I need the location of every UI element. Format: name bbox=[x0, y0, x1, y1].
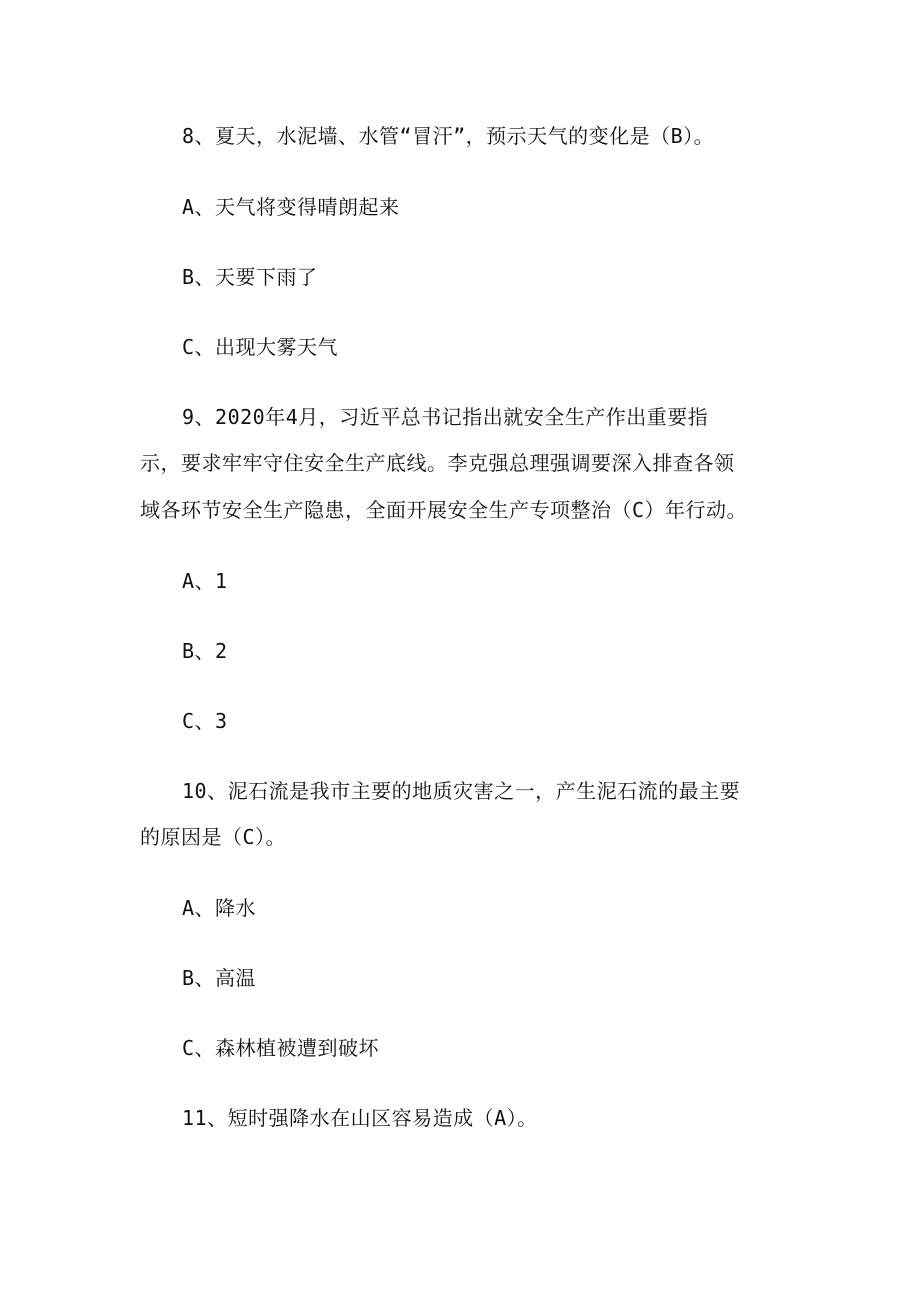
question-10-option-a: A、降水 bbox=[182, 896, 257, 920]
question-9-option-a: A、1 bbox=[182, 569, 228, 593]
question-10-option-c: C、森林植被遭到破坏 bbox=[182, 1036, 380, 1060]
question-8-option-b: B、天要下雨了 bbox=[182, 265, 318, 289]
question-8-option-a: A、天气将变得晴朗起来 bbox=[182, 195, 400, 219]
question-10-text-line-2: 的原因是（C）。 bbox=[140, 825, 287, 849]
question-9-option-b: B、2 bbox=[182, 639, 228, 663]
question-10-option-b: B、高温 bbox=[182, 966, 257, 990]
question-11-text: 11、短时强降水在山区容易造成（A）。 bbox=[182, 1106, 538, 1130]
question-9-text-line-2: 示，要求牢牢守住安全生产底线。李克强总理强调要深入排查各领 bbox=[140, 451, 735, 475]
question-9-option-c: C、3 bbox=[182, 709, 228, 733]
question-9-text-line-3: 域各环节安全生产隐患，全面开展安全生产专项整治（C）年行动。 bbox=[140, 498, 748, 522]
question-8-text: 8、夏天，水泥墙、水管“冒汗”，预示天气的变化是（B）。 bbox=[182, 124, 715, 148]
question-9-text-line-1: 9、2020年4月，习近平总书记指出就安全生产作出重要指 bbox=[182, 405, 709, 429]
question-10-text-line-1: 10、泥石流是我市主要的地质灾害之一，产生泥石流的最主要 bbox=[182, 779, 741, 803]
question-8-option-c: C、出现大雾天气 bbox=[182, 335, 339, 359]
